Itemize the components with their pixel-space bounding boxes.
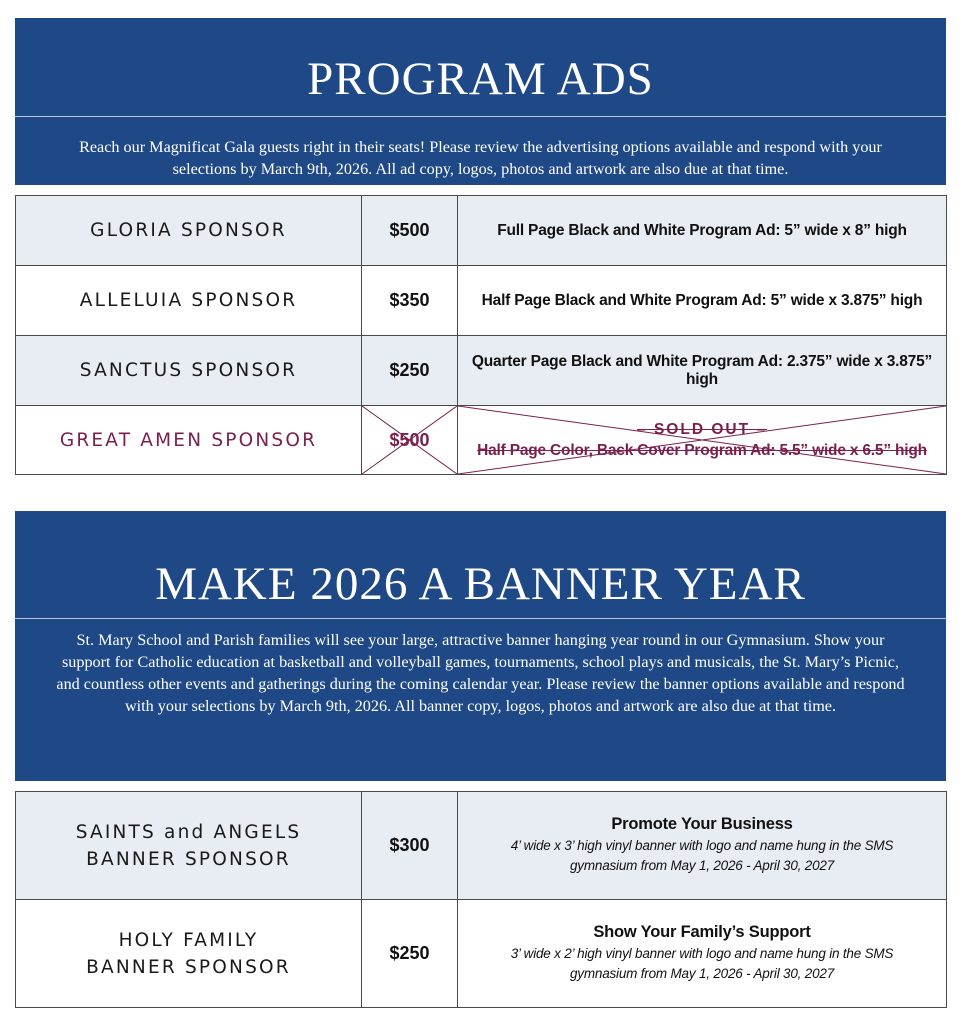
tier-headline: Show Your Family’s Support (593, 923, 811, 941)
tier-price: $350 (362, 266, 458, 336)
table-row (16, 900, 947, 1008)
tier-name (16, 900, 362, 1008)
program-ads-description: Reach our Magnificat Gala guests right in their seats! Please review the advertising options available and respond with your selections by March 9th, 2026. All ad copy, logos, photos and artwork are also due at that time. (79, 138, 882, 178)
tier-name (16, 792, 362, 900)
table-row (16, 266, 947, 336)
tier-detail: 4’ wide x 3’ high vinyl banner with logo and name hung in the SMS gymnasium from May 1, 2026 - April 30, 2027 (510, 838, 894, 873)
tier-detail: 3’ wide x 2’ high vinyl banner with logo and name hung in the SMS gymnasium from May 1, 2026 - April 30, 2027 (510, 946, 894, 981)
table-row-sold-out (16, 406, 947, 475)
tier-name: GREAT AMEN SPONSOR (16, 406, 362, 475)
tier-price: $300 (362, 792, 458, 900)
tier-name: ALLELUIA SPONSOR (16, 266, 362, 336)
tier-name: SANCTUS SPONSOR (16, 336, 362, 406)
tier-description: Full Page Black and White Program Ad: 5” wide x 8” high (458, 196, 947, 266)
tier-price: $250 (362, 900, 458, 1008)
table-row (16, 336, 947, 406)
sold-out-label: – SOLD OUT – (637, 420, 767, 438)
tier-price-value: $500 (389, 429, 430, 450)
tier-description (458, 406, 947, 475)
program-ads-divider (15, 116, 946, 117)
program-ads-title: PROGRAM ADS (307, 53, 654, 105)
tier-price: $250 (362, 336, 458, 406)
sold-out-cross-mark (458, 406, 946, 474)
program-ads-table (15, 195, 947, 475)
table-row (16, 792, 947, 900)
banner-year-header (15, 511, 946, 781)
banner-year-title: MAKE 2026 A BANNER YEAR (155, 558, 806, 610)
tier-name-line: BANNER SPONSOR (86, 956, 291, 978)
tier-description (458, 900, 947, 1008)
tier-description: Quarter Page Black and White Program Ad: 2.375” wide x 3.875” high (458, 336, 947, 406)
tier-name-line: SAINTS and ANGELS (75, 821, 302, 843)
banner-year-description: St. Mary School and Parish families will see your large, attractive banner hanging year round in our Gymnasium. Show your support for Catholic education at basketball and volleyball games, tournaments, school plays and musicals, the St. Mary’s Picnic, and countless other events and gatherings during the coming calendar year. Please review the banner options available and respond with your selections by March 9th, 2026. All banner copy, logos, photos and artwork are also due at that time. (56, 631, 905, 715)
tier-name-line: HOLY FAMILY (118, 929, 259, 951)
tier-price: $500 (362, 196, 458, 266)
tier-name: GLORIA SPONSOR (16, 196, 362, 266)
tier-description: Half Page Black and White Program Ad: 5” wide x 3.875” high (458, 266, 947, 336)
table-row (16, 196, 947, 266)
banner-sponsor-table (15, 791, 947, 1008)
banner-year-divider (15, 618, 946, 619)
program-ads-header (15, 18, 946, 185)
tier-headline: Promote Your Business (611, 815, 793, 833)
tier-price (362, 406, 458, 475)
tier-name-line: BANNER SPONSOR (86, 848, 291, 870)
tier-description (458, 792, 947, 900)
tier-description-text: Half Page Color, Back Cover Program Ad: 5.5” wide x 6.5” high (477, 441, 927, 459)
